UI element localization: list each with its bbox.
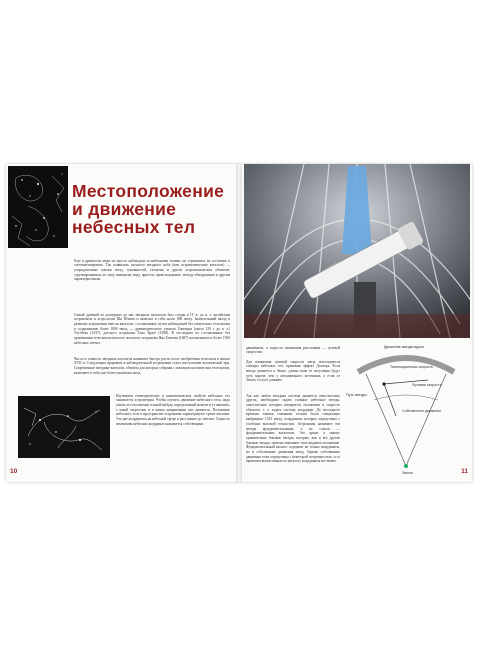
left-sight-line xyxy=(366,374,406,466)
title-line-3: небесных тел xyxy=(72,217,196,237)
right-sight-line xyxy=(406,374,446,466)
star-motion-diagram xyxy=(344,340,468,476)
title-line-1: Местоположение xyxy=(72,181,225,201)
right-paragraph-3: Так как любая звездная система движется относительно других, необходимо задать главные небесные звезды, относительно которых измеряется положение и скорость объектов, т. е. задать систему координат. До последнего времени такими главными телами были специально выбранные 1535 звезд, координаты которых определены с особенно высокой точностью. Астрономы называют эти звезды фундаментальными, а их список — фундаментальным каталогом. Это яркие, а значит, сравнительно близкие звезды, которые, как и все другие близкие звезды, заметно изменяют свое видимое положение. Фундаментальный каталог содержит не только координаты, но и собственные движения звезд. Однако собственные движения тоже определены с некоторой погрешностью, и со временем вычисленные по каталогу координаты все менее xyxy=(246,393,340,464)
left-paragraph-1: Еще в древности люди не просто наблюдали за небесными телами, но стремились их составить в систематизировать. Так появились каталоги звездного неба (или астрономические каталоги) — упорядоченные списки звезд, туманностей, галактик и других астрономических объектов, сгруппированных по типу, внешнему виду, яркости, происхождению, методу обнаружения и другим характеристикам. xyxy=(74,258,230,282)
page-number-left: 10 xyxy=(10,468,18,475)
constellation-map-image xyxy=(8,166,68,248)
book-gutter xyxy=(236,164,242,482)
star-marker xyxy=(382,382,385,385)
title-line-2: и движение xyxy=(72,199,177,219)
earth-marker xyxy=(404,464,408,468)
proper-motion-arc xyxy=(374,395,438,400)
diagram-label-top: Движение звезды вдоль xyxy=(384,345,425,349)
observatory-telescope-photo xyxy=(244,164,470,338)
page-number-right: 11 xyxy=(461,468,468,475)
book-spread xyxy=(6,164,472,482)
diagram-label-radial: Лучевая скорость xyxy=(412,383,442,387)
diagram-label-star: Путь звезды xyxy=(346,393,367,397)
left-paragraph-4: Изучением геометрических и кинематических свойств небесных тел занимается астрометрия. Чтобы изучить движение небесного тела, надо узнать его положение в какой-нибудь определенный момент и установить, с какой скоростью и в каком направлении оно движется. Положение небесного тела в пространстве астрономы характеризуют тремя числами. Это две координаты на небесной сфере и расстояние до светила. Скорость изменения небесных координат называется собственным xyxy=(116,393,230,426)
diagram-label-proper: Собственное движение xyxy=(402,409,442,413)
page-title xyxy=(72,182,232,236)
left-paragraph-2: Самый древний из дошедших до нас звездных каталогов был создан в IV в. до н. э. китайским астрономом и астрологом Ши Шэнем и включал в себя около 800 звезд. Значительный вклад в развитие астрономии внесли каталоги, составленные путем наблюдений без оптических телескопов и содержавшие более 1000 звезд, — древнегреческого ученого Гиппарха (около 129 г. до н. э.) Улугбека (1437), датского астронома Тихо Браге (1598). В последнем из составленных без применения телескопов каталоге польского астронома Яна Гевелия (1687) насчитывалось более 1500 небесных светил. xyxy=(74,312,230,345)
right-paragraph-2: Для измерения лучевой скорости звезд используются спектры небесных тел, применяя эффект Доплера. Если звезда движется к Земле, длины волн ее излучения будут чуть короче, чем у неподвижного источника, а если от Земли, то чуть длиннее. xyxy=(246,359,340,383)
right-paragraph-1: движением, а скорость изменения расстояния — лучевой скоростью. xyxy=(246,345,340,355)
left-paragraph-3: Число и точность звездных каталогов начинают быстро расти после изобретения телескопа в начале XVII в. Следующим прорывом в наблюдательной астрономии стало наступление космической эры. Современные звездные каталоги, объекты для которых собраны с помощью космических телескопов, включают в себя уже более миллиона звезд. xyxy=(74,356,230,375)
radial-velocity-arrow xyxy=(384,384,396,416)
diagram-label-earth: Земля xyxy=(402,471,413,475)
diagram-label-tangential: Тангенциальная скорость xyxy=(390,365,433,369)
zodiac-map-image xyxy=(18,396,110,458)
